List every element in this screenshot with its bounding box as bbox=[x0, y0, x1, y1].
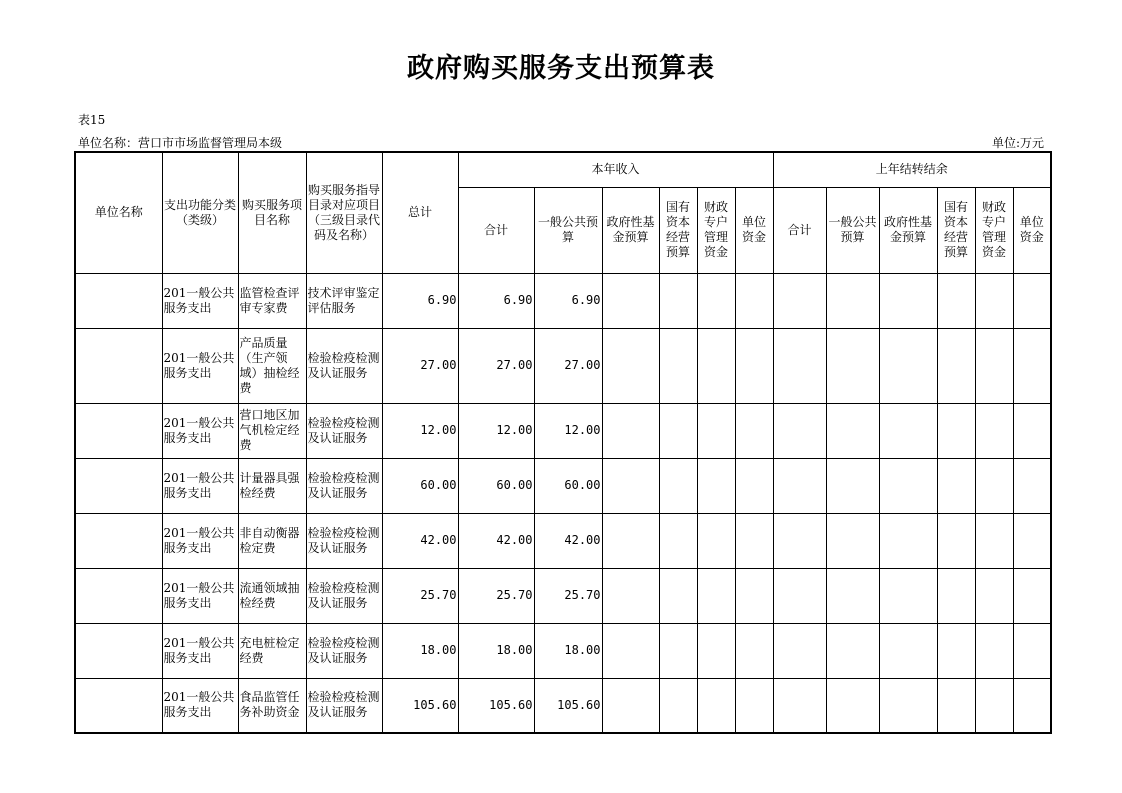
cell-general-budget: 18.00 bbox=[534, 623, 602, 678]
cell-empty bbox=[697, 623, 735, 678]
cell-catalog: 技术评审鉴定评估服务 bbox=[306, 273, 382, 328]
cell-empty bbox=[937, 513, 975, 568]
cell-empty bbox=[1013, 328, 1051, 403]
cell-empty bbox=[879, 678, 937, 733]
cell-empty bbox=[975, 623, 1013, 678]
header-catalog: 购买服务指导目录对应项目（三级目录代码及名称） bbox=[306, 152, 382, 273]
cell-empty bbox=[773, 623, 826, 678]
cell-project-name: 流通领域抽检经费 bbox=[238, 568, 306, 623]
cell-empty bbox=[937, 623, 975, 678]
header-this-year: 本年收入 bbox=[458, 152, 773, 187]
cell-empty bbox=[773, 328, 826, 403]
cell-empty bbox=[879, 623, 937, 678]
cell-empty bbox=[975, 568, 1013, 623]
cell-empty bbox=[773, 513, 826, 568]
cell-empty bbox=[659, 273, 697, 328]
cell-unit-name bbox=[75, 678, 162, 733]
cell-empty bbox=[1013, 513, 1051, 568]
cell-sum: 42.00 bbox=[458, 513, 534, 568]
cell-empty bbox=[602, 458, 659, 513]
cell-empty bbox=[879, 403, 937, 458]
cell-empty bbox=[735, 458, 773, 513]
header-last-year: 上年结转结余 bbox=[773, 152, 1051, 187]
cell-empty bbox=[659, 403, 697, 458]
unit-name-label: 单位名称：营口市市场监督管理局本级 bbox=[78, 136, 283, 150]
cell-empty bbox=[1013, 678, 1051, 733]
cell-total: 12.00 bbox=[382, 403, 458, 458]
cell-unit-name bbox=[75, 623, 162, 678]
cell-empty bbox=[602, 403, 659, 458]
cell-empty bbox=[937, 678, 975, 733]
cell-empty bbox=[773, 458, 826, 513]
cell-general-budget: 42.00 bbox=[534, 513, 602, 568]
cell-empty bbox=[659, 328, 697, 403]
cell-func-class: 201一般公共服务支出 bbox=[162, 458, 238, 513]
table-body bbox=[75, 273, 1051, 733]
cell-empty bbox=[826, 458, 879, 513]
cell-unit-name bbox=[75, 273, 162, 328]
cell-sum: 105.60 bbox=[458, 678, 534, 733]
cell-empty bbox=[826, 678, 879, 733]
cell-empty bbox=[1013, 273, 1051, 328]
cell-empty bbox=[659, 678, 697, 733]
table-row bbox=[75, 328, 1051, 403]
cell-project-name: 营口地区加气机检定经费 bbox=[238, 403, 306, 458]
cell-general-budget: 12.00 bbox=[534, 403, 602, 458]
cell-empty bbox=[735, 568, 773, 623]
header-sum: 合计 bbox=[458, 187, 534, 273]
cell-empty bbox=[697, 458, 735, 513]
cell-empty bbox=[879, 568, 937, 623]
cell-empty bbox=[697, 403, 735, 458]
cell-empty bbox=[937, 328, 975, 403]
header-unit-name: 单位名称 bbox=[75, 152, 162, 273]
cell-empty bbox=[602, 328, 659, 403]
header-ly-unit-fund: 单位资金 bbox=[1013, 187, 1051, 273]
cell-total: 60.00 bbox=[382, 458, 458, 513]
cell-total: 42.00 bbox=[382, 513, 458, 568]
header-ly-gov-fund: 政府性基金预算 bbox=[879, 187, 937, 273]
cell-func-class: 201一般公共服务支出 bbox=[162, 513, 238, 568]
cell-empty bbox=[975, 513, 1013, 568]
header-gov-fund: 政府性基金预算 bbox=[602, 187, 659, 273]
cell-func-class: 201一般公共服务支出 bbox=[162, 403, 238, 458]
cell-unit-name bbox=[75, 458, 162, 513]
cell-empty bbox=[879, 273, 937, 328]
header-fiscal-special: 财政专户管理资金 bbox=[697, 187, 735, 273]
cell-unit-name bbox=[75, 568, 162, 623]
table-row bbox=[75, 458, 1051, 513]
header-general-budget: 一般公共预算 bbox=[534, 187, 602, 273]
cell-empty bbox=[602, 568, 659, 623]
header-project-name: 购买服务项目名称 bbox=[238, 152, 306, 273]
cell-sum: 60.00 bbox=[458, 458, 534, 513]
cell-empty bbox=[697, 678, 735, 733]
cell-catalog: 检验检疫检测及认证服务 bbox=[306, 513, 382, 568]
header-func-class: 支出功能分类（类级） bbox=[162, 152, 238, 273]
cell-empty bbox=[975, 458, 1013, 513]
cell-empty bbox=[975, 273, 1013, 328]
cell-general-budget: 6.90 bbox=[534, 273, 602, 328]
cell-empty bbox=[826, 328, 879, 403]
page-title: 政府购买服务支出预算表 bbox=[407, 53, 715, 84]
header-state-capital: 国有资本经营预算 bbox=[659, 187, 697, 273]
cell-empty bbox=[1013, 458, 1051, 513]
cell-catalog: 检验检疫检测及认证服务 bbox=[306, 623, 382, 678]
cell-catalog: 检验检疫检测及认证服务 bbox=[306, 458, 382, 513]
cell-empty bbox=[773, 568, 826, 623]
cell-empty bbox=[826, 513, 879, 568]
money-unit-label: 单位:万元 bbox=[991, 136, 1044, 150]
cell-func-class: 201一般公共服务支出 bbox=[162, 678, 238, 733]
cell-general-budget: 105.60 bbox=[534, 678, 602, 733]
cell-project-name: 非自动衡器检定费 bbox=[238, 513, 306, 568]
cell-unit-name bbox=[75, 513, 162, 568]
cell-empty bbox=[826, 623, 879, 678]
cell-empty bbox=[879, 513, 937, 568]
cell-general-budget: 60.00 bbox=[534, 458, 602, 513]
header-ly-fiscal-special: 财政专户管理资金 bbox=[975, 187, 1013, 273]
cell-empty bbox=[1013, 403, 1051, 458]
cell-total: 27.00 bbox=[382, 328, 458, 403]
table-row bbox=[75, 403, 1051, 458]
cell-func-class: 201一般公共服务支出 bbox=[162, 328, 238, 403]
cell-func-class: 201一般公共服务支出 bbox=[162, 623, 238, 678]
cell-empty bbox=[735, 273, 773, 328]
header-ly-general-budget: 一般公共预算 bbox=[826, 187, 879, 273]
cell-empty bbox=[602, 678, 659, 733]
cell-empty bbox=[826, 403, 879, 458]
cell-empty bbox=[826, 568, 879, 623]
cell-empty bbox=[735, 513, 773, 568]
cell-total: 25.70 bbox=[382, 568, 458, 623]
cell-empty bbox=[975, 678, 1013, 733]
cell-project-name: 充电桩检定经费 bbox=[238, 623, 306, 678]
cell-empty bbox=[773, 273, 826, 328]
cell-empty bbox=[697, 273, 735, 328]
cell-catalog: 检验检疫检测及认证服务 bbox=[306, 328, 382, 403]
cell-empty bbox=[697, 328, 735, 403]
cell-empty bbox=[1013, 623, 1051, 678]
cell-general-budget: 25.70 bbox=[534, 568, 602, 623]
table-number: 表15 bbox=[78, 113, 106, 127]
cell-sum: 25.70 bbox=[458, 568, 534, 623]
table-row bbox=[75, 678, 1051, 733]
cell-empty bbox=[602, 623, 659, 678]
cell-total: 105.60 bbox=[382, 678, 458, 733]
budget-table bbox=[74, 151, 1052, 734]
cell-unit-name bbox=[75, 403, 162, 458]
cell-empty bbox=[602, 513, 659, 568]
cell-project-name: 计量器具强检经费 bbox=[238, 458, 306, 513]
header-ly-state-capital: 国有资本经营预算 bbox=[937, 187, 975, 273]
cell-empty bbox=[659, 623, 697, 678]
cell-func-class: 201一般公共服务支出 bbox=[162, 568, 238, 623]
cell-sum: 27.00 bbox=[458, 328, 534, 403]
cell-empty bbox=[937, 403, 975, 458]
table-row bbox=[75, 513, 1051, 568]
cell-empty bbox=[697, 568, 735, 623]
cell-empty bbox=[937, 568, 975, 623]
cell-total: 6.90 bbox=[382, 273, 458, 328]
cell-general-budget: 27.00 bbox=[534, 328, 602, 403]
cell-empty bbox=[975, 403, 1013, 458]
table-row bbox=[75, 273, 1051, 328]
cell-empty bbox=[735, 403, 773, 458]
cell-catalog: 检验检疫检测及认证服务 bbox=[306, 678, 382, 733]
cell-empty bbox=[659, 513, 697, 568]
cell-unit-name bbox=[75, 328, 162, 403]
cell-empty bbox=[937, 273, 975, 328]
table-row bbox=[75, 623, 1051, 678]
cell-empty bbox=[826, 273, 879, 328]
table-row bbox=[75, 568, 1051, 623]
cell-empty bbox=[879, 328, 937, 403]
cell-catalog: 检验检疫检测及认证服务 bbox=[306, 568, 382, 623]
cell-empty bbox=[735, 328, 773, 403]
cell-empty bbox=[735, 623, 773, 678]
header-total: 总计 bbox=[382, 152, 458, 273]
cell-total: 18.00 bbox=[382, 623, 458, 678]
header-unit-fund: 单位资金 bbox=[735, 187, 773, 273]
cell-sum: 12.00 bbox=[458, 403, 534, 458]
cell-project-name: 产品质量（生产领域）抽检经费 bbox=[238, 328, 306, 403]
cell-empty bbox=[1013, 568, 1051, 623]
cell-project-name: 食品监管任务补助资金 bbox=[238, 678, 306, 733]
cell-empty bbox=[937, 458, 975, 513]
cell-empty bbox=[773, 403, 826, 458]
cell-empty bbox=[659, 568, 697, 623]
cell-empty bbox=[735, 678, 773, 733]
cell-sum: 6.90 bbox=[458, 273, 534, 328]
cell-project-name: 监管检查评审专家费 bbox=[238, 273, 306, 328]
cell-empty bbox=[602, 273, 659, 328]
cell-empty bbox=[697, 513, 735, 568]
cell-empty bbox=[773, 678, 826, 733]
cell-empty bbox=[659, 458, 697, 513]
cell-sum: 18.00 bbox=[458, 623, 534, 678]
header-ly-sum: 合计 bbox=[773, 187, 826, 273]
cell-func-class: 201一般公共服务支出 bbox=[162, 273, 238, 328]
cell-empty bbox=[879, 458, 937, 513]
cell-catalog: 检验检疫检测及认证服务 bbox=[306, 403, 382, 458]
cell-empty bbox=[975, 328, 1013, 403]
table-header bbox=[75, 152, 1051, 273]
